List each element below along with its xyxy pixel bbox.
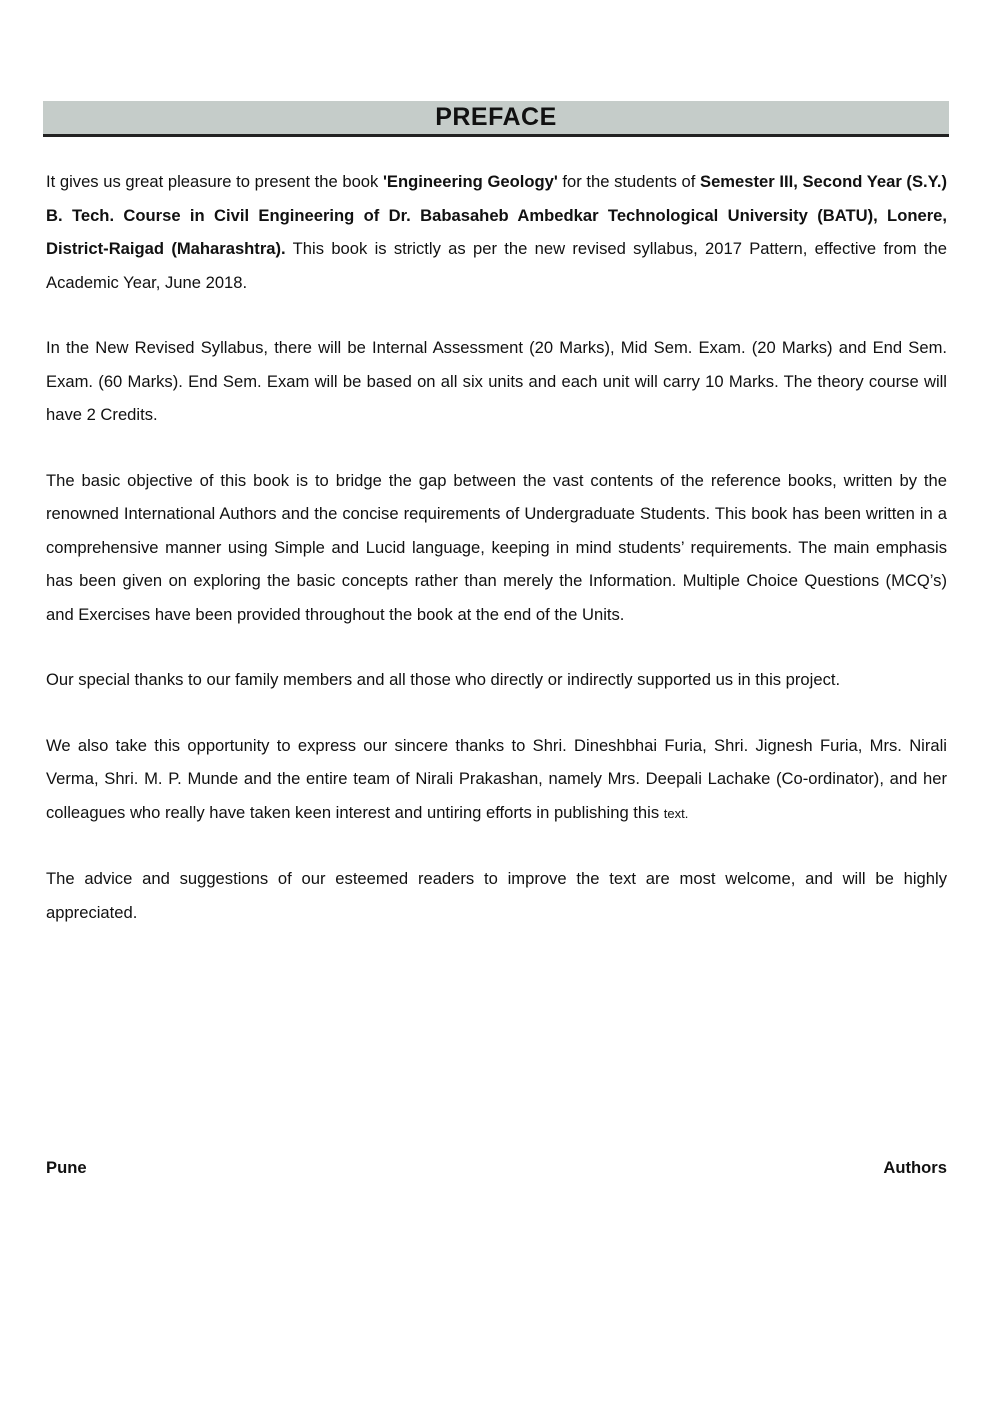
signature-line (46, 1158, 947, 1178)
signature-authors: Authors (883, 1158, 947, 1177)
intro-text-a: It gives us great pleasure to present the book (46, 172, 383, 191)
book-title: 'Engineering Geology' (382, 172, 558, 191)
heading-bar (43, 101, 949, 137)
intro-text-c: for the students of (557, 172, 700, 191)
course-details: Semester III, Second Year (S.Y.) B. Tech. Course in Civil Engineering of Dr. Babasaheb Ambedkar Technological University (BATU), Lonere, District-Raigad (Maharashtra). (46, 172, 947, 258)
thanks-text-tail: text. (663, 805, 689, 821)
paragraph-intro (46, 165, 947, 299)
preface-body (46, 165, 947, 961)
paragraph-advice: The advice and suggestions of our esteemed readers to improve the text are most welcome, and will be highly appreciated. (46, 869, 947, 922)
paragraph-objective: The basic objective of this book is to bridge the gap between the vast contents of the reference books, written by the renowned International Authors and the concise requirements of Undergraduate Students. This book has been written in a comprehensive manner using Simple and Lucid language, keeping in mind students’ requirements. The main emphasis has been given on exploring the basic concepts rather than merely the Information. Multiple Choice Questions (MCQ’s) and Exercises have been provided throughout the book at the end of the Units. (46, 470, 947, 624)
paragraph-thanks-family: Our special thanks to our family members and all those who directly or indirectly supported us in this project. (46, 670, 841, 689)
paragraph-syllabus: In the New Revised Syllabus, there will be Internal Assessment (20 Marks), Mid Sem. Exam. (20 Marks) and End Sem. Exam. (60 Marks). End Sem. Exam will be based on all six units and each unit will carry 10 Marks. The theory course will have 2 Credits. (46, 338, 947, 424)
signature-place: Pune (46, 1158, 87, 1177)
intro-text-e: This book is strictly as per the new revised syllabus, 2017 Pattern, effective from the Academic Year, June 2018. (46, 239, 947, 292)
thanks-text: We also take this opportunity to express our sincere thanks to Shri. Dineshbhai Furia, Shri. Jignesh Furia, Mrs. Nirali Verma, Shri. M. P. Munde and the entire team of Nirali Prakashan, namely Mrs. Deepali Lachake (Co-ordinator), and her colleagues who really have taken keen interest and untiring efforts in publishing this (46, 735, 947, 822)
page-title: PREFACE (435, 103, 557, 131)
paragraph-thanks-publisher (46, 729, 947, 831)
